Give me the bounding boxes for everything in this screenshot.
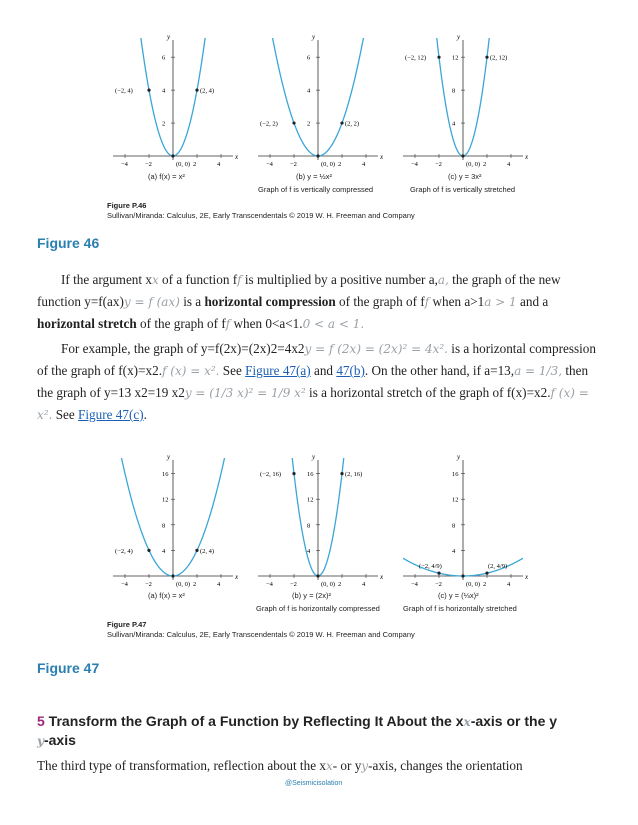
x-axis-label: x — [235, 573, 239, 581]
math: a, — [437, 273, 449, 287]
point-label: (2, 2) — [345, 120, 360, 128]
paragraph-example — [37, 338, 602, 426]
text: - or y — [332, 758, 362, 773]
math: f — [237, 273, 242, 287]
plot-c-caption: (c) y = (⅓x)² — [438, 591, 479, 600]
x-axis-label: x — [235, 153, 239, 161]
data-point — [437, 56, 440, 59]
y-tick-label: 4 — [452, 547, 456, 555]
figure-47-plot-a — [105, 452, 245, 602]
x-tick-label: −2 — [145, 161, 152, 168]
text: the graph of the new function y=f(ax) — [37, 272, 561, 309]
y-tick-label: 16 — [452, 471, 459, 479]
text: then the graph of y=13 x2=19 x2 — [37, 363, 589, 400]
figure-47-plot-c — [395, 452, 535, 602]
data-point — [147, 549, 150, 552]
data-point — [461, 154, 464, 157]
point-label: (0, 0) — [176, 161, 191, 168]
text: If the argument x — [61, 272, 152, 287]
y-tick-label: 12 — [307, 496, 314, 504]
text: is multiplied by a positive number a, — [241, 272, 438, 287]
math: f (x) = x². — [37, 386, 589, 422]
math: f — [424, 295, 430, 309]
figure-46 — [0, 0, 638, 225]
link-figure-47a[interactable]: Figure 47(a) — [245, 363, 311, 378]
figure-47-heading: Figure 47 — [37, 660, 100, 676]
data-point — [147, 89, 150, 92]
x-tick-label: 2 — [193, 161, 197, 168]
figure-label: Figure P.47 — [107, 620, 147, 629]
text: -axis — [43, 732, 76, 748]
plot-a-caption: (a) f(x) = x² — [148, 172, 185, 181]
text: of the graph of f — [335, 294, 425, 309]
x-tick-label: 2 — [193, 581, 197, 588]
plot-b-caption: (b) y = ½x² — [296, 172, 333, 181]
math: x — [463, 715, 471, 729]
x-tick-label: −4 — [121, 581, 128, 588]
x-tick-label: −2 — [145, 581, 152, 588]
paragraph-reflection — [37, 755, 602, 777]
x-tick-label: −2 — [435, 161, 442, 168]
figure-label: Figure P.46 — [107, 201, 147, 210]
text: of a function f — [158, 272, 238, 287]
x-tick-label: −4 — [411, 581, 418, 588]
point-label: (−2, 4) — [115, 547, 133, 555]
math: y — [37, 734, 44, 748]
y-tick-label: 12 — [162, 496, 169, 504]
data-point — [485, 572, 488, 575]
text: . On the other hand, if a=13, — [364, 363, 515, 378]
point-label: (0, 0) — [176, 581, 191, 588]
x-tick-label: −2 — [290, 581, 297, 588]
text: and a — [516, 294, 549, 309]
y-tick-label: 8 — [307, 522, 311, 530]
text: See — [219, 363, 246, 378]
math: f (x) = x². — [162, 364, 220, 378]
text: -axis, changes the orientation — [368, 758, 523, 773]
x-tick-label: 2 — [483, 161, 487, 168]
figure-47-plot-b — [250, 452, 390, 602]
math: y — [361, 759, 369, 773]
x-tick-label: 4 — [217, 581, 221, 588]
x-axis-label: x — [380, 153, 384, 161]
y-axis-label: y — [457, 453, 461, 461]
data-point — [316, 154, 319, 157]
text: . — [143, 407, 147, 422]
text: is a horizontal stretch of the graph of f(x)=x2. — [305, 385, 551, 400]
point-label: (2, 4) — [200, 87, 215, 95]
math: a = 1/3, — [514, 364, 563, 378]
x-axis-label: x — [525, 153, 529, 161]
y-tick-label: 4 — [307, 547, 311, 555]
math: x — [151, 273, 159, 287]
figure-46-plot-a — [105, 32, 245, 182]
y-tick-label: 4 — [307, 87, 311, 95]
point-label: (2, 16) — [345, 471, 363, 479]
point-label: (−2, 2) — [260, 120, 278, 128]
y-tick-label: 8 — [452, 87, 456, 95]
y-axis-label: y — [312, 453, 316, 461]
y-axis-label: y — [167, 33, 171, 41]
point-label: (2, 12) — [490, 54, 508, 62]
text: when a>1 — [429, 294, 485, 309]
text: of the graph of f — [136, 316, 226, 331]
plot-c-subcaption: Graph of f is horizontally stretched — [403, 604, 517, 613]
data-point — [292, 472, 295, 475]
y-tick-label: 6 — [307, 54, 311, 62]
text: and — [310, 363, 337, 378]
x-tick-label: −2 — [435, 581, 442, 588]
figure-46-plot-b — [250, 32, 390, 182]
data-point — [340, 121, 343, 124]
x-tick-label: −4 — [411, 161, 418, 168]
watermark: @Seismicisolation — [285, 780, 343, 787]
figure-46-heading: Figure 46 — [37, 235, 100, 251]
y-tick-label: 8 — [162, 522, 166, 530]
y-tick-label: 4 — [162, 547, 166, 555]
link-figure-47b[interactable]: 47(b) — [336, 363, 365, 378]
point-label: (−2, 16) — [260, 471, 281, 479]
plot-c-subcaption: Graph of f is vertically stretched — [410, 185, 516, 194]
section-number: 5 — [37, 713, 45, 729]
text: The third type of transformation, reflection about the x — [37, 758, 326, 773]
term-horizontal-compression: horizontal compression — [204, 294, 336, 309]
y-axis-label: y — [167, 453, 171, 461]
figure-47 — [0, 452, 638, 647]
math: 0 < a < 1. — [302, 317, 365, 331]
data-point — [171, 574, 174, 577]
plot-b-subcaption: Graph of f is horizontally compressed — [256, 604, 380, 613]
plot-b-subcaption: Graph of f is vertically compressed — [258, 185, 374, 194]
section-5-title — [37, 712, 607, 750]
math: y = f (ax) — [123, 295, 180, 309]
y-axis-label: y — [312, 33, 316, 41]
term-horizontal-stretch: horizontal stretch — [37, 316, 137, 331]
y-tick-label: 4 — [162, 87, 166, 95]
paragraph-horizontal-scaling — [37, 269, 602, 335]
x-tick-label: −2 — [290, 161, 297, 168]
math: a > 1 — [484, 295, 517, 309]
y-tick-label: 2 — [307, 120, 311, 128]
plot-a-caption: (a) f(x) = x² — [148, 591, 185, 600]
figure-credit: Sullivan/Miranda: Calculus, 2E, Early Transcendentals © 2019 W. H. Freeman and Company — [107, 211, 415, 220]
data-point — [340, 472, 343, 475]
point-label: (−2, 12) — [405, 54, 426, 62]
point-label: (2, 4/9) — [488, 563, 508, 571]
data-point — [195, 549, 198, 552]
link-figure-47c[interactable]: Figure 47(c) — [78, 407, 144, 422]
math: f — [225, 317, 231, 331]
math: x — [325, 759, 333, 773]
point-label: (0, 0) — [466, 581, 481, 588]
y-tick-label: 4 — [452, 120, 456, 128]
x-axis-label: x — [525, 573, 529, 581]
y-tick-label: 2 — [162, 120, 166, 128]
x-tick-label: 2 — [338, 161, 342, 168]
y-tick-label: 8 — [452, 522, 456, 530]
math: y = f (2x) = (2x)² = 4x². — [304, 342, 448, 356]
x-tick-label: 4 — [362, 161, 366, 168]
text: when 0<a<1. — [230, 316, 303, 331]
data-point — [171, 154, 174, 157]
x-tick-label: 2 — [483, 581, 487, 588]
data-point — [437, 572, 440, 575]
point-label: (−2, 4) — [115, 87, 133, 95]
point-label: (0, 0) — [466, 161, 481, 168]
x-tick-label: 4 — [507, 161, 511, 168]
point-label: (2, 4) — [200, 547, 215, 555]
figure-46-plot-c — [395, 32, 535, 182]
y-tick-label: 16 — [307, 471, 314, 479]
y-tick-label: 12 — [452, 496, 459, 504]
text: is a — [179, 294, 205, 309]
point-label: (0, 0) — [321, 161, 336, 168]
y-tick-label: 6 — [162, 54, 166, 62]
text: -axis or the y — [470, 713, 558, 729]
x-tick-label: −4 — [266, 161, 273, 168]
y-tick-label: 16 — [162, 471, 169, 479]
data-point — [485, 56, 488, 59]
y-tick-label: 12 — [452, 54, 459, 62]
plot-b-caption: (b) y = (2x)² — [292, 591, 331, 600]
point-label: (−2, 4/9) — [419, 563, 442, 571]
data-point — [461, 574, 464, 577]
x-tick-label: −4 — [121, 161, 128, 168]
x-tick-label: 2 — [338, 581, 342, 588]
data-point — [292, 121, 295, 124]
y-axis-label: y — [457, 33, 461, 41]
point-label: (0, 0) — [321, 581, 336, 588]
math: y = (1/3 x)² = 1/9 x² — [184, 386, 306, 400]
text: For example, the graph of y=f(2x)=(2x)2=4x2 — [61, 341, 305, 356]
text: Transform the Graph of a Function by Reflecting It About the x — [44, 713, 464, 729]
figure-credit: Sullivan/Miranda: Calculus, 2E, Early Transcendentals © 2019 W. H. Freeman and Company — [107, 630, 415, 639]
text: is a horizontal compression of the graph of f(x)=x2. — [37, 341, 596, 378]
x-tick-label: 4 — [507, 581, 511, 588]
data-point — [195, 89, 198, 92]
x-axis-label: x — [380, 573, 384, 581]
x-tick-label: 4 — [217, 161, 221, 168]
text: See — [52, 407, 79, 422]
x-tick-label: −4 — [266, 581, 273, 588]
x-tick-label: 4 — [362, 581, 366, 588]
data-point — [316, 574, 319, 577]
plot-c-caption: (c) y = 3x² — [448, 172, 482, 181]
